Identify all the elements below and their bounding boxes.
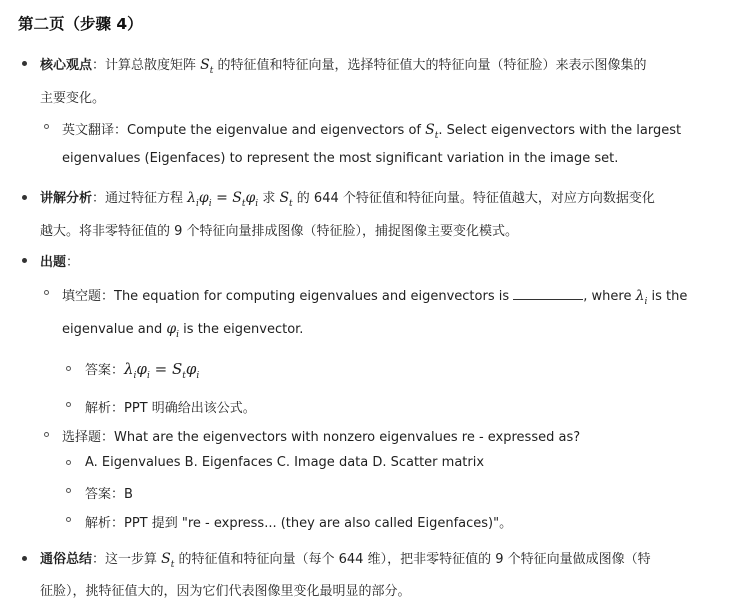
fill-blank [513, 289, 583, 300]
sub-sub-bullet-circle [66, 517, 71, 522]
sub-sub-bullet-circle [66, 488, 71, 493]
q2-options: A. Eigenvalues B. Eigenfaces C. Image data D. Scatter matrix [85, 455, 485, 470]
q1-line-2: eigenvalue and $\varphi_i$ is the eigenvector. [62, 321, 304, 340]
explain-line-2: 越大。将非零特征值的 9 个特征向量排成图像（特征脸），捕捉图像主要变化模式。 [40, 224, 519, 239]
bullet-dot [22, 556, 27, 561]
summary-line-1: 通俗总结：这一步算 $S_t$ 的特征值和特征向量（每个 644 维），把非零特征值的 9 个特征向量做成图像（特 [40, 551, 651, 570]
q1-answer: 答案：$\lambda_i\varphi_i = S_t\varphi_i$ [85, 360, 200, 381]
sub-bullet-circle [44, 290, 49, 295]
math-St: $S_t$ [200, 57, 214, 76]
bullet-dot [22, 195, 27, 200]
q1-analysis: 解析：PPT 明确给出该公式。 [85, 401, 256, 416]
q2-question: 选择题：What are the eigenvectors with nonzero eigenvalues re - expressed as? [62, 430, 581, 445]
math-equation: $\lambda_i\varphi_i = S_t\varphi_i$ [187, 190, 259, 209]
sub-sub-bullet-circle [66, 366, 71, 371]
core-line-1: 核心观点：计算总散度矩阵 $S_t$ 的特征值和特征向量，选择特征值大的特征向量（特征脸）来表示图像集的 [40, 57, 647, 76]
summary-line-2: 征脸），挑特征值大的，因为它们代表图像里变化最明显的部分。 [40, 584, 411, 599]
bullet-dot [22, 61, 27, 66]
core-label: 核心观点 [40, 58, 93, 73]
page-title: 第二页（步骤 4） [18, 15, 143, 33]
sub-bullet-circle [44, 432, 49, 437]
core-eng-line-1: 英文翻译：Compute the eigenvalue and eigenvectors of $S_t$. Select eigenvectors with the largest [62, 122, 682, 141]
sub-bullet-circle [44, 124, 49, 129]
sub-sub-bullet-circle [66, 460, 71, 465]
q2-analysis: 解析：PPT 提到 "re - express... (they are also called Eigenfaces)"。 [85, 516, 513, 531]
questions-heading: 出题： [40, 255, 80, 270]
bullet-dot [22, 258, 27, 263]
explain-line-1: 讲解分析：通过特征方程 $\lambda_i\varphi_i = S_t\varphi_i$ 求 $S_t$ 的 644 个特征值和特征向量。特征值越大，对应方向数据变化 [40, 190, 655, 209]
core-eng-line-2: eigenvalues (Eigenfaces) to represent the most significant variation in the image set. [62, 151, 619, 166]
sub-sub-bullet-circle [66, 402, 71, 407]
q1-line-1: 填空题：The equation for computing eigenvalues and eigenvectors is , where $\lambda_i$ is the [62, 288, 688, 307]
q2-answer: 答案：B [85, 487, 133, 502]
core-line-2: 主要变化。 [40, 91, 106, 106]
